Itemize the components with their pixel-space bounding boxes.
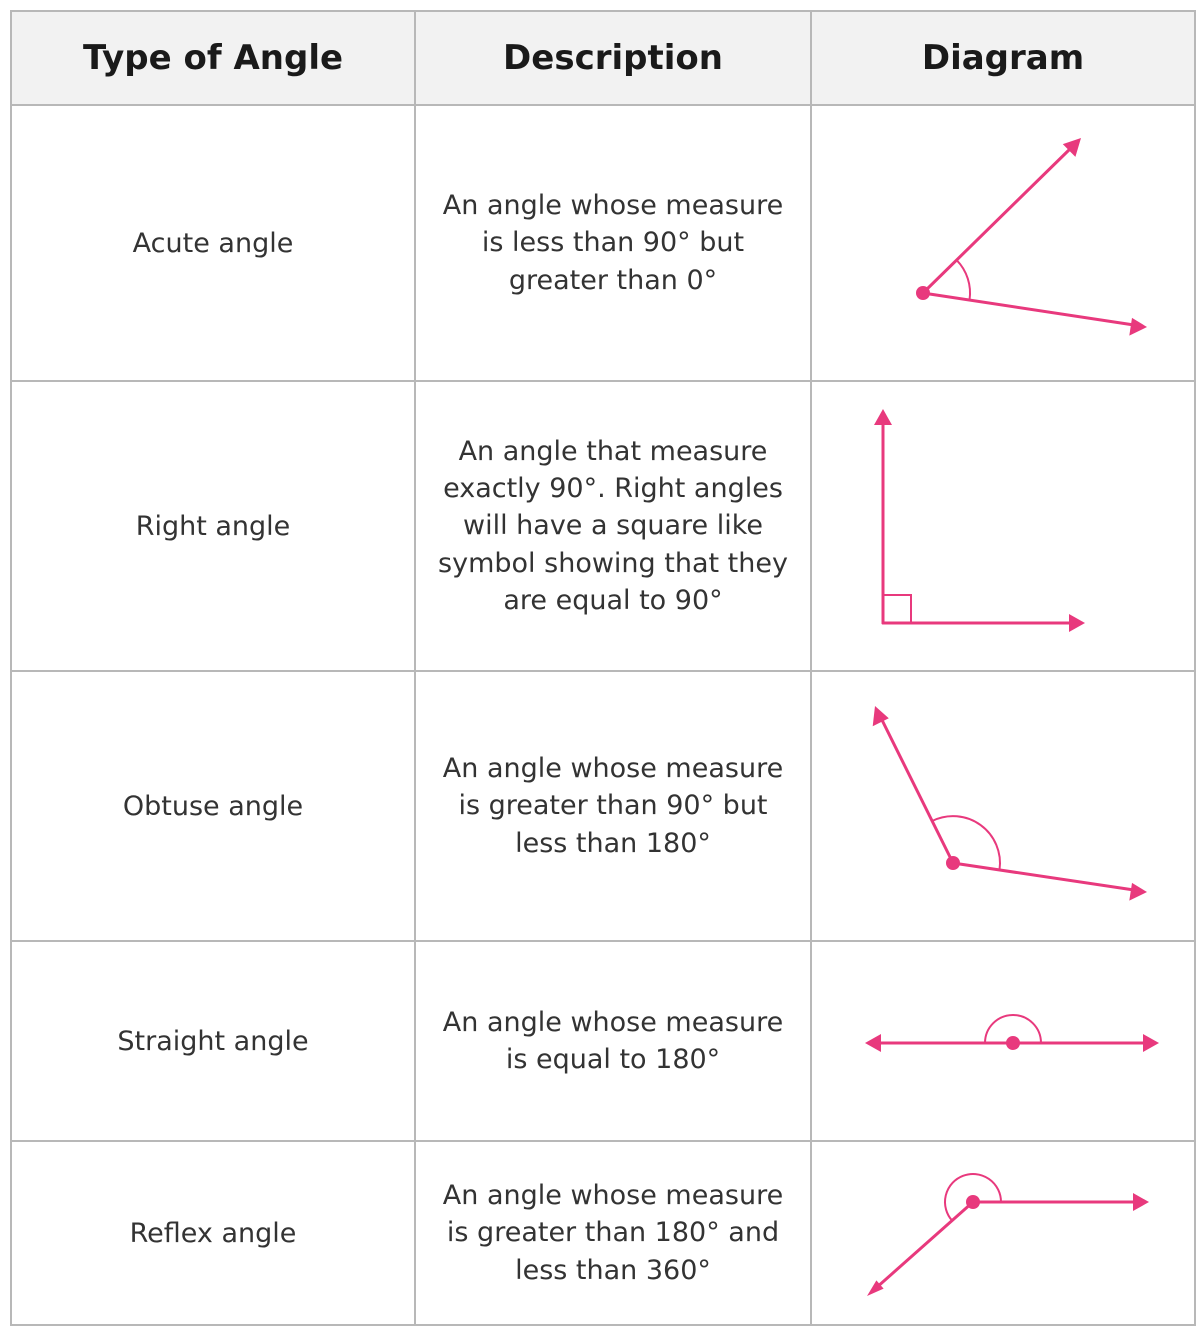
table-row	[11, 1141, 1195, 1325]
header-description: Description	[415, 11, 811, 105]
angle-diagram-cell	[811, 381, 1195, 671]
angle-diagram-cell	[811, 941, 1195, 1141]
header-row	[11, 11, 1195, 105]
angle-type-name: Reflex angle	[11, 1141, 415, 1325]
angle-diagram-cell	[811, 105, 1195, 381]
angle-types-table	[10, 10, 1196, 1326]
straight-angle-icon	[853, 961, 1153, 1121]
obtuse-angle-icon	[853, 691, 1153, 921]
table-row	[11, 381, 1195, 671]
angle-type-name: Right angle	[11, 381, 415, 671]
reflex-angle-icon	[853, 1148, 1153, 1318]
angle-diagram-cell	[811, 671, 1195, 941]
table-row	[11, 671, 1195, 941]
acute-angle-icon	[853, 123, 1153, 363]
angle-description: An angle whose measure is greater than 90° but less than 180°	[415, 671, 811, 941]
angle-type-name: Straight angle	[11, 941, 415, 1141]
angle-description: An angle that measure exactly 90°. Right angles will have a square like symbol showing that they are equal to 90°	[415, 381, 811, 671]
header-diagram: Diagram	[811, 11, 1195, 105]
header-type: Type of Angle	[11, 11, 415, 105]
right-angle-icon	[853, 401, 1153, 651]
angle-description: An angle whose measure is less than 90° but greater than 0°	[415, 105, 811, 381]
table-row	[11, 105, 1195, 381]
angle-diagram-cell	[811, 1141, 1195, 1325]
angle-type-name: Obtuse angle	[11, 671, 415, 941]
table-row	[11, 941, 1195, 1141]
angle-description: An angle whose measure is equal to 180°	[415, 941, 811, 1141]
angle-type-name: Acute angle	[11, 105, 415, 381]
angle-description: An angle whose measure is greater than 180° and less than 360°	[415, 1141, 811, 1325]
